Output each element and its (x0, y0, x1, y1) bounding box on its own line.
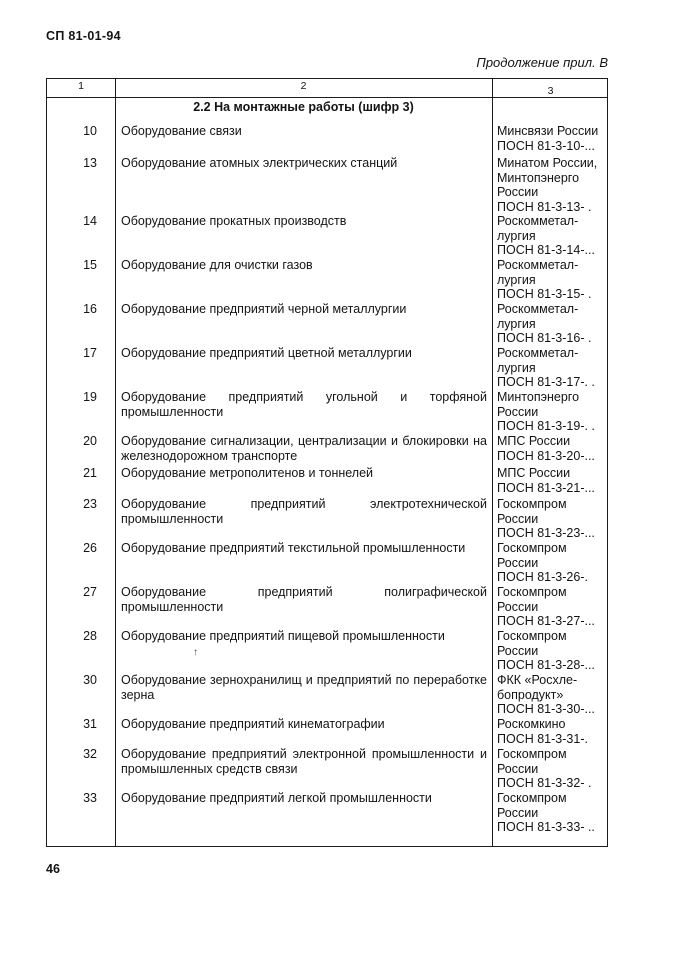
column-header-name: 2 (300, 80, 307, 92)
row-number: 31 (83, 717, 97, 731)
stray-mark: ↑ (193, 647, 198, 658)
organization-line: ПОСН 81-3-31-. (497, 731, 588, 746)
organization-line: Госкомпром (497, 497, 567, 511)
organization-line: Роскомкино (497, 717, 566, 731)
row-number: 14 (83, 214, 97, 228)
organization-line: лургия (497, 228, 536, 243)
row-number: 30 (83, 673, 97, 687)
organization-line: ПОСН 81-3-23-... (497, 526, 595, 540)
organization-line: ПОСН 81-3-32- . (497, 776, 592, 790)
row-organization (497, 214, 607, 258)
organization-line: России (497, 805, 539, 820)
row-organization (497, 302, 607, 346)
row-number: 20 (83, 434, 97, 448)
column-header-organization: 3 (547, 85, 554, 97)
organization-line: России (497, 511, 539, 526)
organization-line: России (497, 599, 539, 614)
continuation-note: Продолжение прил. В (476, 55, 608, 70)
row-organization (497, 747, 607, 791)
row-equipment-name: Оборудование для очистки газов (121, 258, 313, 272)
row-number: 23 (83, 497, 97, 511)
organization-line: ПОСН 81-3-33- .. (497, 820, 595, 834)
organization-line: МПС России (497, 434, 571, 448)
row-equipment-name: Оборудование связи (121, 124, 242, 138)
organization-line: Минтопэнерго (497, 390, 580, 404)
row-organization (497, 717, 607, 746)
organization-line: ФКК «Росхле- (497, 673, 578, 687)
row-equipment-name: Оборудование предприятий легкой промышленности (121, 791, 432, 805)
organization-line: России (497, 643, 539, 658)
row-organization (497, 156, 607, 214)
row-number: 26 (83, 541, 97, 555)
row-organization (497, 390, 607, 434)
organization-line: ПОСН 81-3-13- . (497, 199, 592, 214)
standards-table (46, 78, 608, 847)
organization-line: ПОСН 81-3-21-... (497, 480, 595, 495)
row-equipment-name: Оборудование предприятий электронной промышленности и промышленных средств связи (121, 747, 487, 776)
row-number: 27 (83, 585, 97, 599)
row-number: 10 (83, 124, 97, 138)
section-title: 2.2 На монтажные работы (шифр 3) (193, 100, 414, 114)
organization-line: Госкомпром (497, 791, 567, 805)
organization-line: бопродукт» (497, 687, 564, 702)
row-equipment-name: Оборудование прокатных производств (121, 214, 347, 228)
row-organization (497, 346, 607, 390)
row-number: 28 (83, 629, 97, 643)
organization-line: Госкомпром (497, 541, 567, 555)
row-organization (497, 585, 607, 629)
row-number: 17 (83, 346, 97, 360)
organization-line: Минатом России, (497, 156, 598, 170)
row-organization (497, 434, 607, 463)
column-header-number: 1 (78, 80, 84, 92)
organization-line: Минтопэнерго (497, 170, 580, 185)
page-number: 46 (46, 862, 60, 876)
organization-line: ПОСН 81-3-14-... (497, 243, 595, 257)
row-number: 15 (83, 258, 97, 272)
row-organization (497, 497, 607, 541)
organization-line: лургия (497, 272, 536, 287)
organization-line: России (497, 761, 539, 776)
row-equipment-name: Оборудование зернохранилищ и предприятий по переработке зерна (121, 673, 487, 702)
organization-line: России (497, 185, 539, 199)
row-equipment-name: Оборудование сигнализации, централизации и блокировки на железнодорожном транспорте (121, 434, 487, 463)
row-number: 21 (83, 466, 97, 480)
organization-line: ПОСН 81-3-10-... (497, 138, 595, 153)
organization-line: Роскомметал- (497, 302, 579, 316)
organization-line: ПОСН 81-3-15- . (497, 287, 592, 301)
row-organization (497, 541, 607, 585)
organization-line: Минсвязи России (497, 124, 599, 138)
row-equipment-name: Оборудование предприятий электротехнической промышленности (121, 497, 487, 526)
organization-line: Роскомметал- (497, 258, 579, 272)
organization-line: ПОСН 81-3-17-. . (497, 375, 595, 389)
row-number: 13 (83, 156, 97, 170)
row-number: 19 (83, 390, 97, 404)
row-equipment-name: Оборудование предприятий цветной металлургии (121, 346, 412, 360)
row-number: 33 (83, 791, 97, 805)
row-equipment-name: Оборудование предприятий кинематографии (121, 717, 385, 731)
row-equipment-name: Оборудование атомных электрических станций (121, 156, 398, 170)
organization-line: ПОСН 81-3-16- . (497, 331, 592, 345)
organization-line: ПОСН 81-3-30-... (497, 702, 595, 716)
row-organization (497, 629, 607, 673)
row-equipment-name: Оборудование предприятий текстильной промышленности (121, 541, 466, 555)
header-divider (47, 97, 607, 98)
row-number: 16 (83, 302, 97, 316)
row-organization (497, 466, 607, 495)
document-code: СП 81-01-94 (46, 29, 121, 43)
organization-line: ПОСН 81-3-26-. (497, 570, 588, 584)
row-equipment-name: Оборудование метрополитенов и тоннелей (121, 466, 374, 480)
organization-line: Госкомпром (497, 747, 567, 761)
row-organization (497, 673, 607, 717)
row-equipment-name: Оборудование предприятий черной металлургии (121, 302, 407, 316)
row-equipment-name: Оборудование предприятий полиграфической промышленности (121, 585, 487, 614)
organization-line: ПОСН 81-3-20-... (497, 448, 595, 463)
organization-line: МПС России (497, 466, 571, 480)
organization-line: Госкомпром (497, 629, 567, 643)
organization-line: Роскомметал- (497, 214, 579, 228)
organization-line: Роскомметал- (497, 346, 579, 360)
row-equipment-name: Оборудование предприятий пищевой промышленности (121, 629, 445, 643)
column-divider (492, 79, 493, 846)
row-organization (497, 791, 607, 835)
row-number: 32 (83, 747, 97, 761)
organization-line: Госкомпром (497, 585, 567, 599)
organization-line: России (497, 404, 539, 419)
row-organization (497, 124, 607, 153)
column-divider (115, 79, 116, 846)
organization-line: лургия (497, 360, 536, 375)
organization-line: лургия (497, 316, 536, 331)
row-equipment-name: Оборудование предприятий угольной и торфяной промышленности (121, 390, 487, 419)
organization-line: ПОСН 81-3-19-. . (497, 419, 595, 433)
organization-line: ПОСН 81-3-27-... (497, 614, 595, 628)
organization-line: ПОСН 81-3-28-... (497, 658, 595, 672)
organization-line: России (497, 555, 539, 570)
row-organization (497, 258, 607, 302)
